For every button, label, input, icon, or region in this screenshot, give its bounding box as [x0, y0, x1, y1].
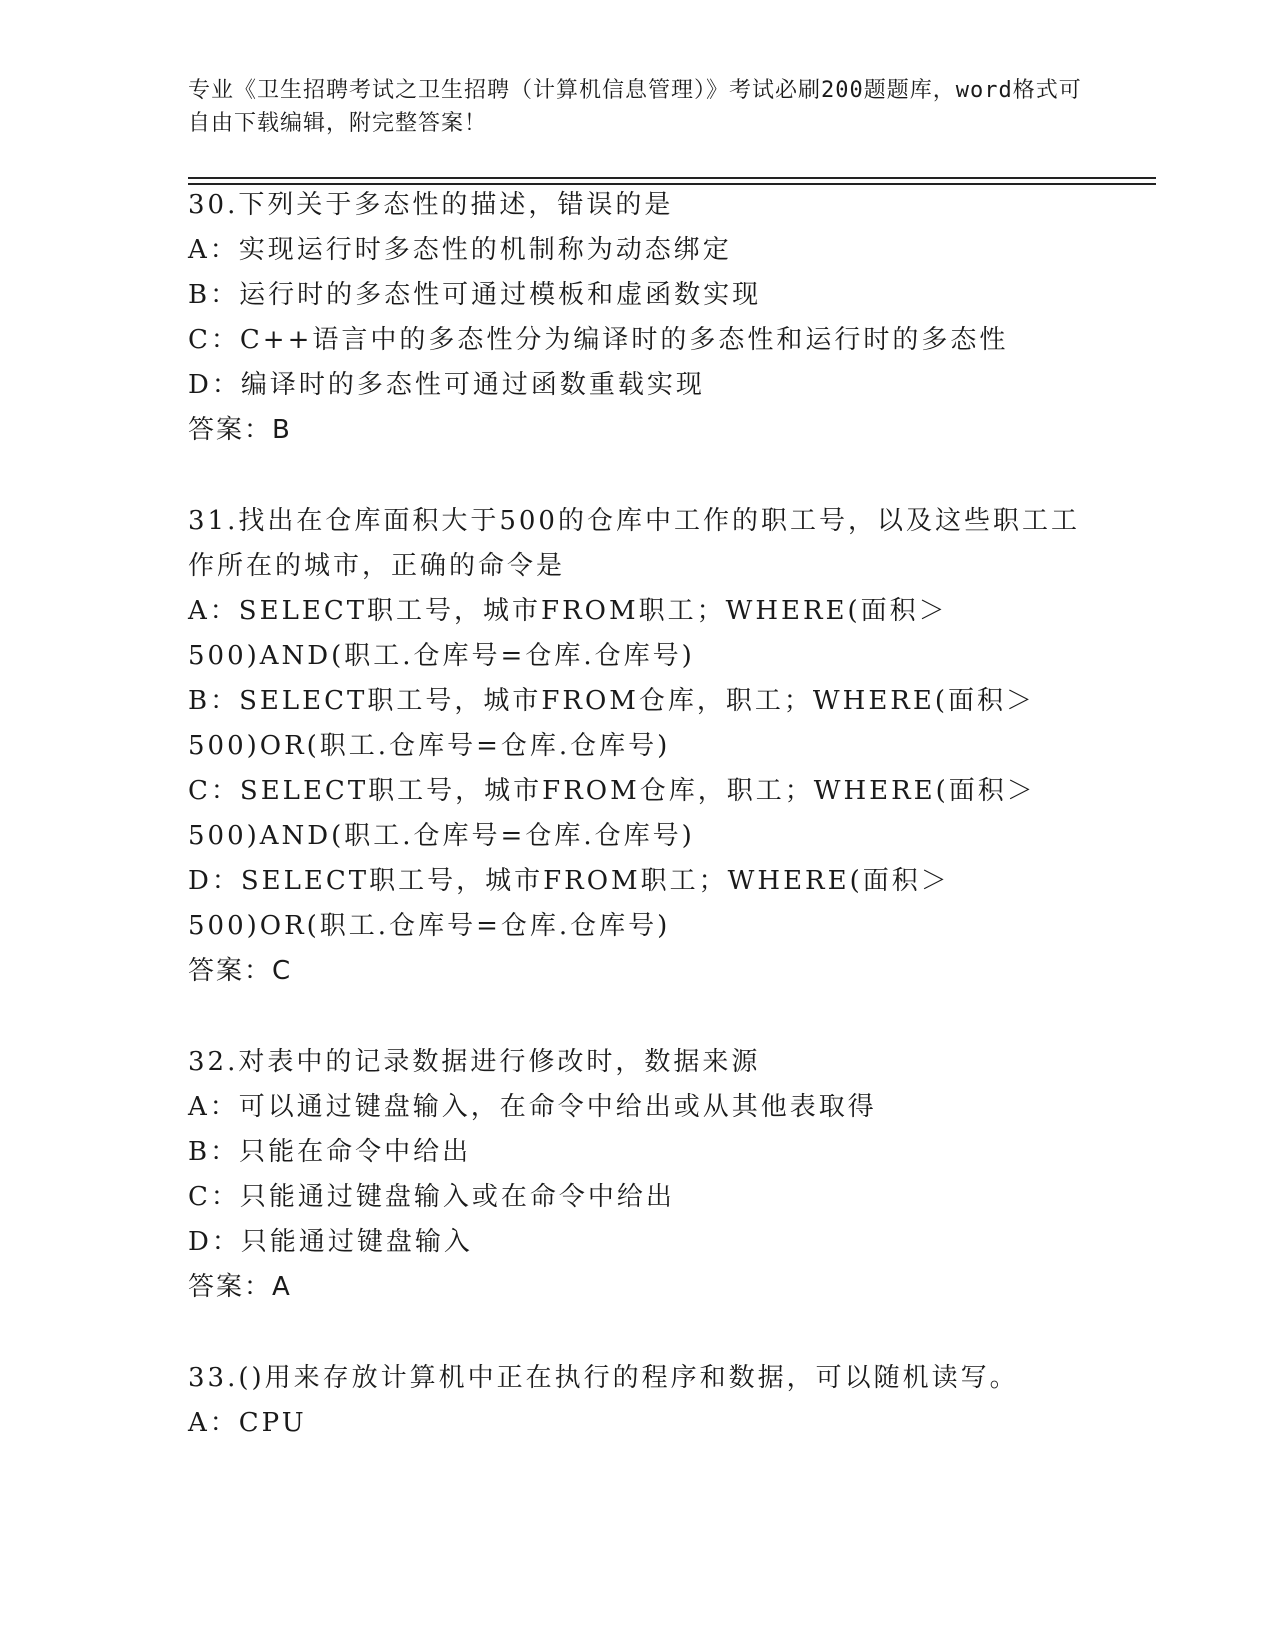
option-b: B：SELECT职工号，城市FROM仓库，职工；WHERE(面积＞500)OR(职工.仓库号=仓库.仓库号): [188, 686, 1036, 761]
option-c: C：只能通过键盘输入或在命令中给出: [188, 1182, 675, 1212]
document-header: [188, 74, 1088, 140]
question-stem: 31.找出在仓库面积大于500的仓库中工作的职工号，以及这些职工工作所在的城市，正确的命令是: [188, 506, 1080, 581]
option-d: D：编译时的多态性可通过函数重载实现: [188, 370, 705, 400]
answer-label: 答案：C: [188, 956, 293, 986]
option-c: C：SELECT职工号，城市FROM仓库，职工；WHERE(面积＞500)AND(职工.仓库号=仓库.仓库号): [188, 776, 1036, 851]
option-a: A：CPU: [188, 1408, 307, 1438]
question-list: [188, 183, 1088, 1446]
header-divider-top: [188, 177, 1156, 179]
option-c: C：C++语言中的多态性分为编译时的多态性和运行时的多态性: [188, 325, 1009, 355]
option-d: D：只能通过键盘输入: [188, 1227, 473, 1257]
option-d: D：SELECT职工号，城市FROM职工；WHERE(面积＞500)OR(职工.仓库号=仓库.仓库号): [188, 866, 950, 941]
option-b: B：运行时的多态性可通过模板和虚函数实现: [188, 280, 762, 310]
header-text: 专业《卫生招聘考试之卫生招聘（计算机信息管理）》考试必刷200题题库，word格式可自由下载编辑，附完整答案！: [188, 78, 1082, 136]
question-stem: 33.()用来存放计算机中正在执行的程序和数据，可以随机读写。: [188, 1363, 1019, 1393]
question-stem: 32.对表中的记录数据进行修改时，数据来源: [188, 1047, 761, 1077]
answer-label: 答案：A: [188, 1272, 292, 1302]
question-33: [188, 1356, 1088, 1446]
question-32: [188, 1040, 1088, 1310]
question-31: [188, 499, 1088, 994]
question-30: [188, 183, 1088, 453]
answer-label: 答案：B: [188, 415, 292, 445]
question-stem: 30.下列关于多态性的描述，错误的是: [188, 190, 674, 220]
option-a: A：SELECT职工号，城市FROM职工；WHERE(面积＞500)AND(职工.仓库号=仓库.仓库号): [188, 596, 948, 671]
option-a: A：可以通过键盘输入，在命令中给出或从其他表取得: [188, 1092, 877, 1122]
option-b: B：只能在命令中给出: [188, 1137, 472, 1167]
option-a: A：实现运行时多态性的机制称为动态绑定: [188, 235, 732, 265]
